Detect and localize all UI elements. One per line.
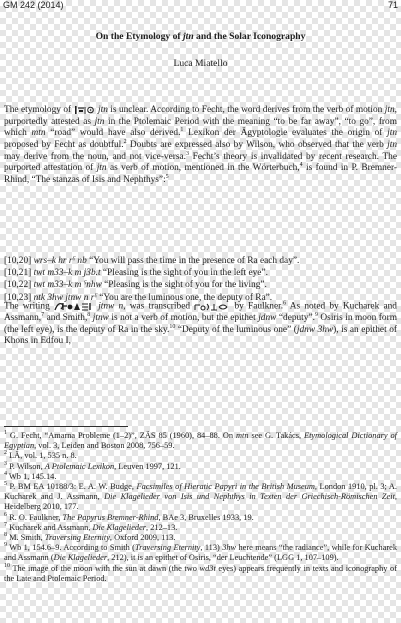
text-run: Wb 1, 154.6–9. According to Smith ( [7, 543, 135, 553]
book-title: Traversing Eternity [44, 533, 110, 543]
footnote-number: 10 [4, 562, 10, 569]
text-run: ), is an epithet of Khons in Edfou I, [4, 324, 397, 347]
example-line [4, 279, 397, 291]
footnote-number: 1 [4, 430, 7, 437]
text-run: by Faulkner. [230, 301, 284, 312]
footnote [4, 543, 397, 563]
footnote-number: 5 [4, 481, 7, 488]
text-run: P. Wilson, [7, 461, 45, 471]
text-run: M. Smith, [7, 533, 45, 543]
example-transliteration: twt m33–k m ˁnhw [33, 280, 102, 291]
text-run: Wb 1, 145.14. [7, 471, 57, 481]
example-ref: [10,22] [4, 280, 34, 291]
text-run: , 212–13. [146, 522, 178, 532]
text-run: and Smith, [44, 313, 88, 324]
hieroglyph-jtn-icon [74, 105, 96, 115]
text-run: eyes) appears frequently in texts and iconography of the Late and Ptolemaic Period. [4, 563, 397, 583]
book-title: Die Klagelieder von Isis und Nephthys in Texten der Griechisch-Römischen Zeit [104, 492, 395, 502]
example-translation: “Pleasing is the sight of you for the living”. [101, 280, 267, 291]
term: jtnw n [93, 301, 124, 312]
book-title: Traversing Eternity [134, 543, 201, 553]
term: 3hw [222, 543, 237, 553]
footnote [4, 523, 397, 533]
text-run: “Deputy of the luminous one” ( [175, 324, 297, 335]
hieroglyph-transcription-icon [194, 302, 230, 312]
footnote-marker: 3 [185, 150, 189, 157]
footnote-marker: 10 [169, 323, 176, 330]
text-run: , London 1910, pl. 3; A. Kucharek and J. Assmann, [4, 482, 398, 502]
footnote [4, 513, 397, 523]
title-part: and the Solar Iconography [193, 31, 306, 42]
example-line [4, 267, 397, 279]
text-run: R. O. Faulkner, [7, 512, 63, 522]
example-line [4, 255, 397, 267]
footnote-number: 4 [4, 471, 7, 478]
text-run: Doubts are expressed also by Wilson, who observed that the verb [126, 139, 388, 150]
text-run: Lexikon der Ägyptologie evaluates the origin of [183, 128, 388, 139]
text-run: G. Fecht, “Amarna Probleme (1–2)”, ZÄS 85 (1960), 84–88. On [7, 431, 236, 440]
footnote-number: 8 [4, 532, 7, 539]
footnote [4, 564, 397, 584]
footnote [4, 451, 397, 461]
text-run: P. BM EA 10188/3: E. A. W. Budge, [7, 482, 137, 492]
footnote-marker: 2 [123, 138, 127, 145]
text-run: Osiris in moon form (the left eye), is the deputy of Ra in the sky. [4, 313, 397, 335]
footnote-marker: 4 [299, 162, 303, 168]
paragraph-etymology [4, 105, 397, 186]
book-title: Facsimiles of Hieratic Papyri in the British Museum [136, 482, 315, 492]
term: jtnw [92, 313, 109, 324]
term: wd3t [199, 563, 216, 573]
term: jtn [95, 105, 108, 116]
text-run: , 212), it is an epithet of Osiris, “der Leuchtende” (LGG 1, 107–109). [107, 553, 339, 563]
book-title: Die Klagelieder [92, 522, 147, 532]
example-translation: “You are the luminous one, the deputy of Ra”. [96, 292, 273, 303]
footnote-marker: 8 [87, 312, 91, 319]
text-run: Fecht’s theory is invalidated by recent research. The purported attestation of [4, 151, 397, 174]
title-term: jtn [182, 31, 194, 42]
footnote-marker: 5 [165, 173, 169, 180]
example-transliteration: ntk 3hw jtnw n rˁ [33, 292, 97, 303]
text-run: proposed by Fecht as doubtful. [4, 139, 124, 150]
footnote-marker: 1 [180, 127, 184, 134]
author-name: Luca Miatello [173, 58, 228, 69]
text-run: “deputy”. [276, 313, 315, 324]
journal-citation: GM 242 (2014) [3, 0, 64, 10]
text-run: The etymology of [4, 105, 74, 116]
text-run: is found in P. Bremner-Rhind, “The stanzas of Isis and Nephthys”: [4, 163, 397, 185]
text-run: , purportedly attested as [4, 105, 397, 127]
example-transliteration: twt m33–k m j3b.t [33, 268, 101, 279]
footnote-number: 7 [4, 522, 7, 529]
book-title: A Ptolemaic Lexikon [44, 461, 115, 471]
title-part: On the Etymology of [95, 31, 183, 42]
example-list [4, 255, 397, 304]
book-title: Die Klagelieder [53, 553, 108, 563]
example-transliteration: wrs–k hr rˁ nb [33, 256, 87, 266]
text-run: here means “the radiance”, while for Kucharek and Assmann ( [4, 543, 398, 563]
text-run: Kucharek and Assmann, [7, 522, 93, 532]
text-run: is unclear. According to Fecht, the word derives from the verb of motion [107, 105, 385, 116]
text-run: may derive from the noun, and not vice-versa. [4, 151, 186, 162]
footnote [4, 462, 397, 472]
term: jtn [384, 105, 395, 116]
footnotes [4, 431, 397, 584]
page-number: 71 [387, 0, 398, 10]
text-run: , vol. 3, Leiden and Boston 2008, 756–59. [34, 441, 175, 451]
book-title: Etymological Dictionary of Egyptian [4, 431, 397, 451]
text-run: The image of the moon with the sun at dawn (the two [10, 563, 200, 573]
text-run: is not a verb of motion, but the epithet [108, 313, 259, 324]
example-translation: “Pleasing is the sight of you in the left eye”. [100, 268, 268, 279]
footnote-marker: 7 [41, 312, 45, 319]
text-run: as verb of motion, mentioned in the Wörterbuch, [106, 163, 300, 174]
text-run: , BAe 3, Bruxelles 1933, 19. [158, 512, 254, 522]
article-title [0, 31, 401, 43]
footnote-number: 2 [4, 450, 7, 457]
text-run: The writing [4, 301, 54, 312]
footnote [4, 431, 397, 451]
paragraph-writing [4, 301, 397, 348]
example-ref: [10,21] [4, 268, 34, 279]
footnote-marker: 6 [283, 300, 287, 307]
term: jdnw [258, 313, 277, 324]
text-run: , Leuven 1997, 121. [114, 461, 181, 471]
text-run: , was transcribed [123, 301, 195, 312]
text-run: LÄ, vol. 1, 535 n. 8. [7, 451, 77, 461]
text-run: , 113) [200, 543, 223, 553]
term: jdnw 3hw [296, 324, 334, 335]
term: jtn [96, 163, 107, 174]
footnote-number: 6 [4, 511, 7, 518]
term: mtn [31, 128, 46, 139]
text-run: see G. Takács, [248, 431, 304, 440]
footnote-marker: 9 [314, 312, 318, 319]
example-ref: [10,23] [4, 292, 34, 303]
text-run: , Heidelberg 2010, 177. [4, 492, 397, 512]
text-run: As noted by Kucharek and Assmann, [4, 301, 397, 324]
term: jtn [94, 116, 105, 127]
hieroglyph-jtnw-icon [54, 301, 94, 312]
footnote [4, 482, 397, 513]
footnote-divider [4, 426, 128, 427]
footnote-number: 9 [4, 542, 7, 549]
footnote-number: 3 [4, 460, 7, 467]
example-translation: “You will pass the time in the presence of Ra each day”. [86, 256, 300, 266]
text-run: , Oxford 2009, 113. [109, 533, 176, 543]
footnote [4, 472, 397, 482]
example-ref: [10,20] [4, 256, 34, 266]
term: mtn [236, 431, 249, 440]
book-title: The Papyrus Bremner-Rhind [62, 512, 159, 522]
term: jtn [387, 139, 398, 150]
footnote [4, 533, 397, 543]
text-run: “road” would have also derived. [45, 128, 181, 139]
text-run: in the Ptolemaic Period with the meaning “to be far away”, “to go”, from which [4, 116, 397, 139]
term: jtn [387, 128, 398, 139]
